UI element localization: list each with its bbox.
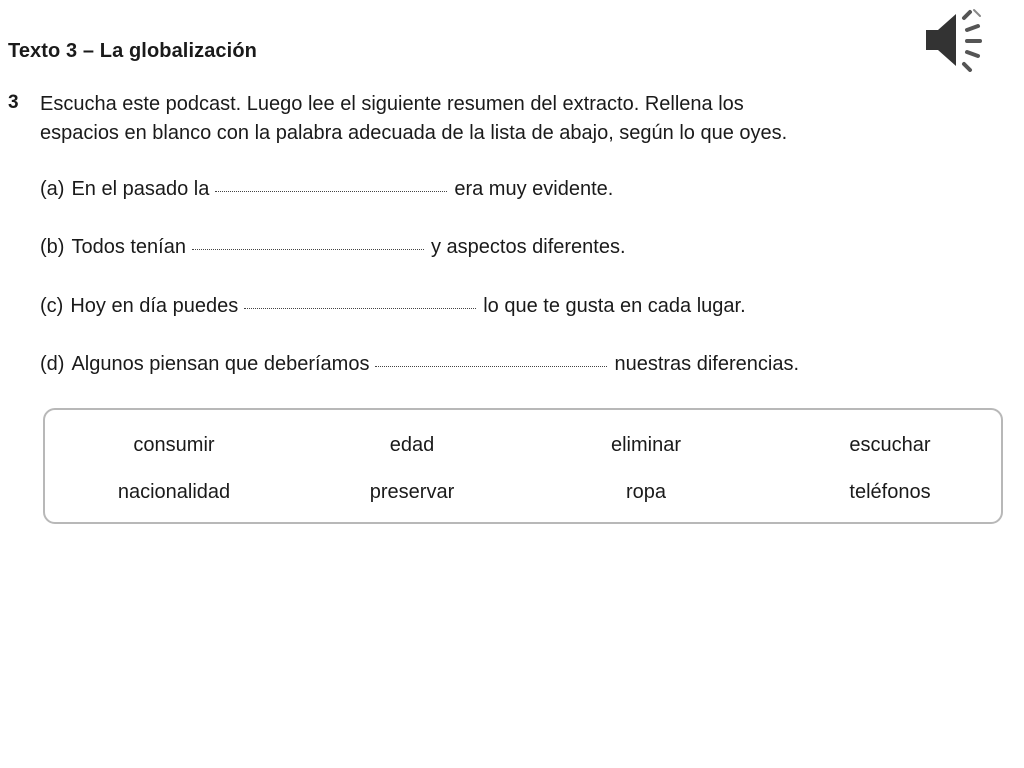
item-text-after: era muy evidente. [454, 178, 614, 200]
word-bank-item: escuchar [849, 434, 931, 456]
item-text-before: Todos tenían [71, 236, 186, 258]
question-number: 3 [8, 92, 19, 113]
instructions-line: espacios en blanco con la palabra adecuada de la lista de abajo, según lo que oyes. [40, 122, 788, 144]
word-bank-item: preservar [369, 481, 455, 503]
word-bank [43, 408, 1003, 524]
item-letter: (c) [40, 295, 64, 317]
blank-field[interactable] [375, 365, 607, 367]
blank-field[interactable] [215, 190, 447, 192]
item-text-before: En el pasado la [71, 178, 210, 200]
item-letter: (d) [40, 353, 65, 375]
word-bank-item: eliminar [610, 434, 682, 456]
question-instructions [40, 90, 920, 148]
item-text-before: Algunos piensan que deberíamos [71, 353, 370, 375]
item-text-after: lo que te gusta en cada lugar. [483, 295, 746, 317]
item-b [40, 236, 626, 259]
item-a [40, 178, 613, 201]
blank-field[interactable] [244, 307, 476, 309]
blank-field[interactable] [192, 248, 424, 250]
word-bank-item: ropa [625, 481, 667, 503]
word-bank-item: consumir [133, 434, 215, 456]
item-letter: (b) [40, 236, 65, 258]
page-title: Texto 3 – La globalización [8, 40, 257, 62]
instructions-line: Escucha este podcast. Luego lee el siguiente resumen del extracto. Rellena los [40, 93, 744, 115]
speaker-icon[interactable] [922, 8, 994, 72]
word-bank-item: teléfonos [849, 481, 931, 503]
item-text-after: y aspectos diferentes. [430, 236, 626, 258]
word-bank-item: nacionalidad [117, 481, 231, 503]
item-text-after: nuestras diferencias. [614, 353, 799, 375]
item-letter: (a) [40, 178, 65, 200]
item-c [40, 295, 746, 318]
item-d [40, 353, 799, 376]
item-text-before: Hoy en día puedes [70, 295, 239, 317]
word-bank-item: edad [389, 434, 435, 456]
